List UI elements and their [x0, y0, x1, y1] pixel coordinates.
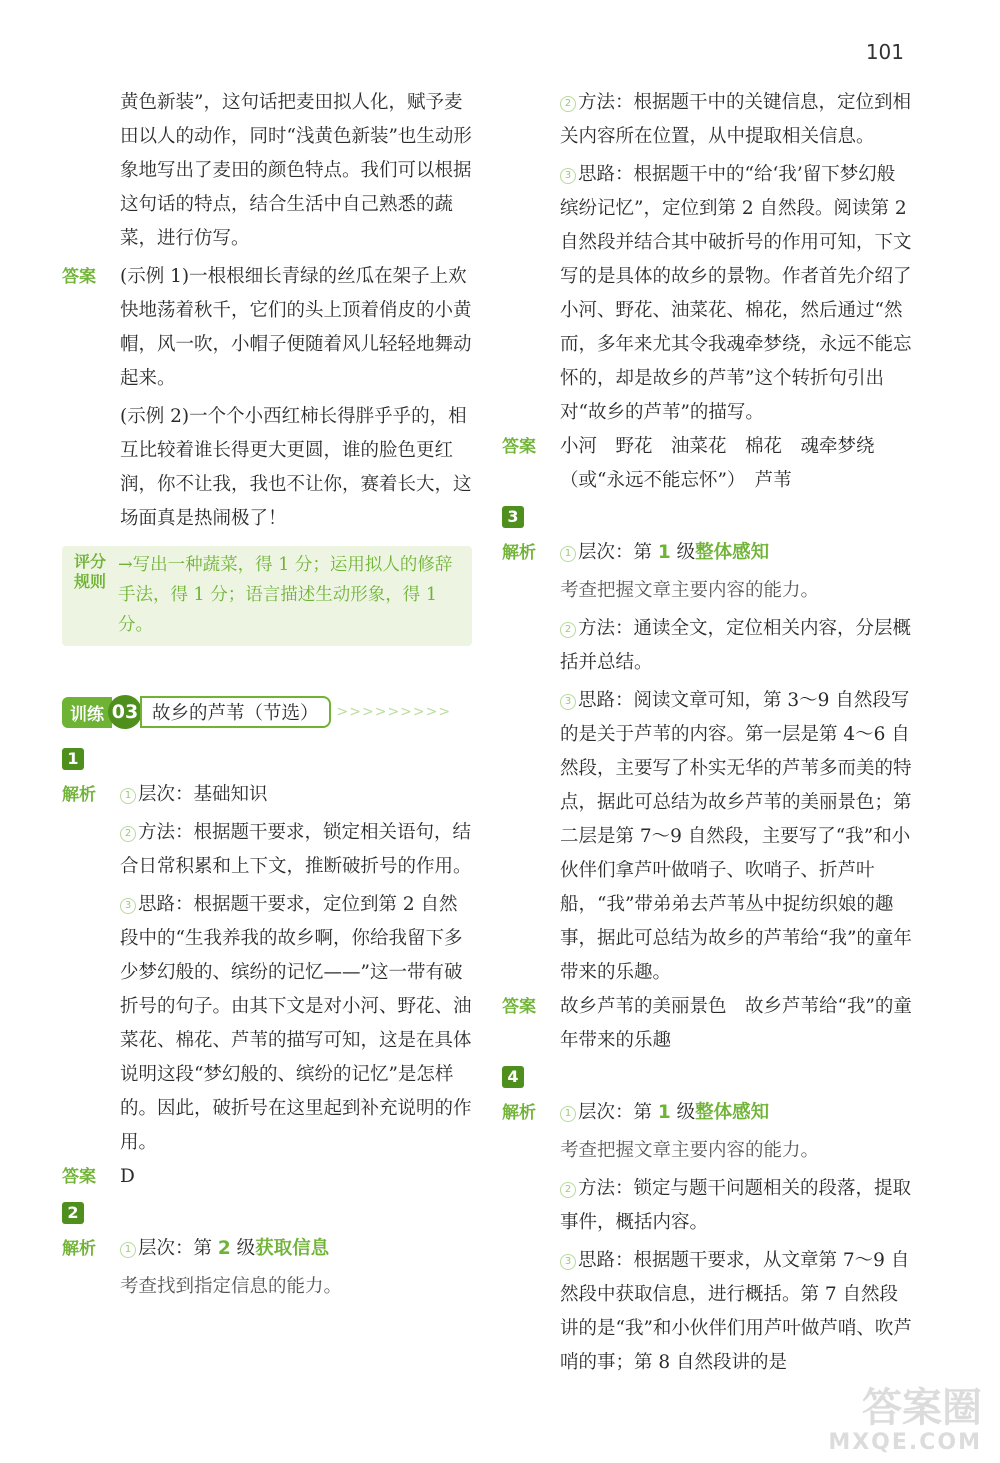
- step-3-icon: 3: [120, 898, 136, 914]
- step-2-icon: 2: [560, 622, 576, 638]
- question-number-badge: 3: [502, 506, 524, 528]
- page-number: 101: [865, 40, 904, 64]
- intro-text: 黄色新装”，这句话把麦田拟人化，赋予麦田以人的动作，同时“浅黄色新装”也生动形象地写出了麦田的颜色特点。我们可以根据这句话的特点，结合生活中自己熟悉的蔬菜，进行仿写。: [120, 92, 472, 249]
- scoring-rule-text: →写出一种蔬菜，得 1 分；运用拟人的修辞手法，得 1 分；语言描述生动形象，得 1 分。: [118, 555, 453, 635]
- step-2-icon: 2: [560, 96, 576, 112]
- step-1-icon: 1: [560, 1106, 576, 1122]
- site-watermark: 答案圈 MXQE.COM: [828, 1385, 982, 1455]
- step-2-icon: 2: [560, 1182, 576, 1198]
- training-number: 03: [108, 695, 142, 729]
- answer-label: 答案: [62, 1167, 96, 1187]
- training-tag: 训练: [62, 697, 112, 728]
- question-number-badge: 4: [502, 1066, 524, 1088]
- question-1-header: [62, 740, 472, 778]
- step-1-icon: 1: [560, 546, 576, 562]
- right-column: [502, 86, 912, 1380]
- step-3-icon: 3: [560, 1254, 576, 1270]
- question-3-header: [502, 498, 912, 536]
- step-2-icon: 2: [120, 826, 136, 842]
- question-2-continued: 2 方法：根据题干中的关键信息，定位到相关内容所在位置，从中提取相关信息。 3 思路：根据题干中的“给‘我’留下梦幻般缤纷记忆”，定位到第 2 自然段。阅读第 2 自然段并结合其中破折号的作用可知，下文写的是具体的故乡的景物。作者首先介绍了小河、野花、油菜花、棉花，然后通过“然而，多年来尤其令我魂牵梦绕，永远不能忘怀的，却是故乡的芦苇”这个转折句引出对“故乡的芦苇”的描写。: [560, 92, 912, 423]
- scoring-rule-box: [62, 546, 472, 646]
- analysis-label: 解析: [502, 1103, 536, 1123]
- answer-label: 答案: [502, 437, 536, 457]
- training-header: [62, 692, 472, 732]
- answer-block: [62, 260, 472, 536]
- question-number-badge: 1: [62, 748, 84, 770]
- question-number-badge: 2: [62, 1202, 84, 1224]
- scoring-rule-label: 评分 规则: [73, 552, 106, 591]
- step-1-icon: 1: [120, 1242, 136, 1258]
- answer-label: 答案: [62, 267, 96, 287]
- question-2-analysis: 解析 1 层次：第 2 级获取信息 考查找到指定信息的能力。: [62, 1232, 472, 1304]
- left-column: [62, 86, 472, 1304]
- answer-example-2: (示例 2)一个个小西红柿长得胖乎乎的，相互比较着谁长得更大更圆，谁的脸色更红润，你不让我，我也不让你，赛着长大，这场面真是热闹极了！: [120, 406, 472, 529]
- question-2-header: [62, 1194, 472, 1232]
- step-3-icon: 3: [560, 168, 576, 184]
- question-4-header: [502, 1058, 912, 1096]
- training-arrows: >>>>>>>>>: [336, 704, 452, 720]
- question-1-answer: 答案 D: [62, 1160, 472, 1194]
- question-1-analysis: 解析 1 层次：基础知识 2 方法：根据题干要求，锁定相关语句，结合日常积累和上下文，推断破折号的作用。 3 思路：根据题干要求，定位到第 2 自然段中的“生我养我的故乡啊，你给我留下多少梦幻般的、缤纷的记忆——”这一带有破折号的句子。由其下文是对小河、野花、油菜花、棉花、芦苇的描写可知，这是在具体说明这段“梦幻般的、缤纷的记忆”是怎样的。因此，破折号在这里起到补充说明的作用。: [62, 778, 472, 1160]
- question-3-answer: 答案 故乡芦苇的美丽景色 故乡芦苇给“我”的童年带来的乐趣: [502, 990, 912, 1058]
- answer-example-1: (示例 1)一根根细长青绿的丝瓜在架子上欢快地荡着秋千，它们的头上顶着俏皮的小黄帽，风一吹，小帽子便随着风儿轻轻地舞动起来。: [120, 266, 472, 389]
- question-2-answer: 答案 小河 野花 油菜花 棉花 魂牵梦绕（或“永远不能忘怀”） 芦苇: [502, 430, 912, 498]
- step-1-icon: 1: [120, 788, 136, 804]
- analysis-label: 解析: [62, 785, 96, 805]
- answer-label: 答案: [502, 997, 536, 1017]
- step-3-icon: 3: [560, 694, 576, 710]
- analysis-label: 解析: [502, 543, 536, 563]
- analysis-label: 解析: [62, 1239, 96, 1259]
- question-3-analysis: 解析 1 层次：第 1 级整体感知 考查把握文章主要内容的能力。 2 方法：通读全文，定位相关内容，分层概括并总结。 3 思路：阅读文章可知，第 3～9 自然段写的是关于芦苇的内容。第一层是第 4～6 自然段，主要写了朴实无华的芦苇多而美的特点，据此可总结为故乡芦苇的美丽景色；第二层是第 7～9 自然段，主要写了“我”和小伙伴们拿芦叶做哨子、吹哨子、折芦叶船，“我”带弟弟去芦苇丛中捉纺织娘的趣事，据此可总结为故乡的芦苇给“我”的童年带来的乐趣。: [502, 536, 912, 990]
- training-title: 故乡的芦苇（节选）: [140, 696, 331, 728]
- question-4-analysis: 解析 1 层次：第 1 级整体感知 考查把握文章主要内容的能力。 2 方法：锁定与题干问题相关的段落，提取事件，概括内容。 3 思路：根据题干要求，从文章第 7～9 自然段中获取信息，进行概括。第 7 自然段讲的是“我”和小伙伴们用芦叶做芦哨、吹芦哨的事；第 8 自然段讲的是: [502, 1096, 912, 1380]
